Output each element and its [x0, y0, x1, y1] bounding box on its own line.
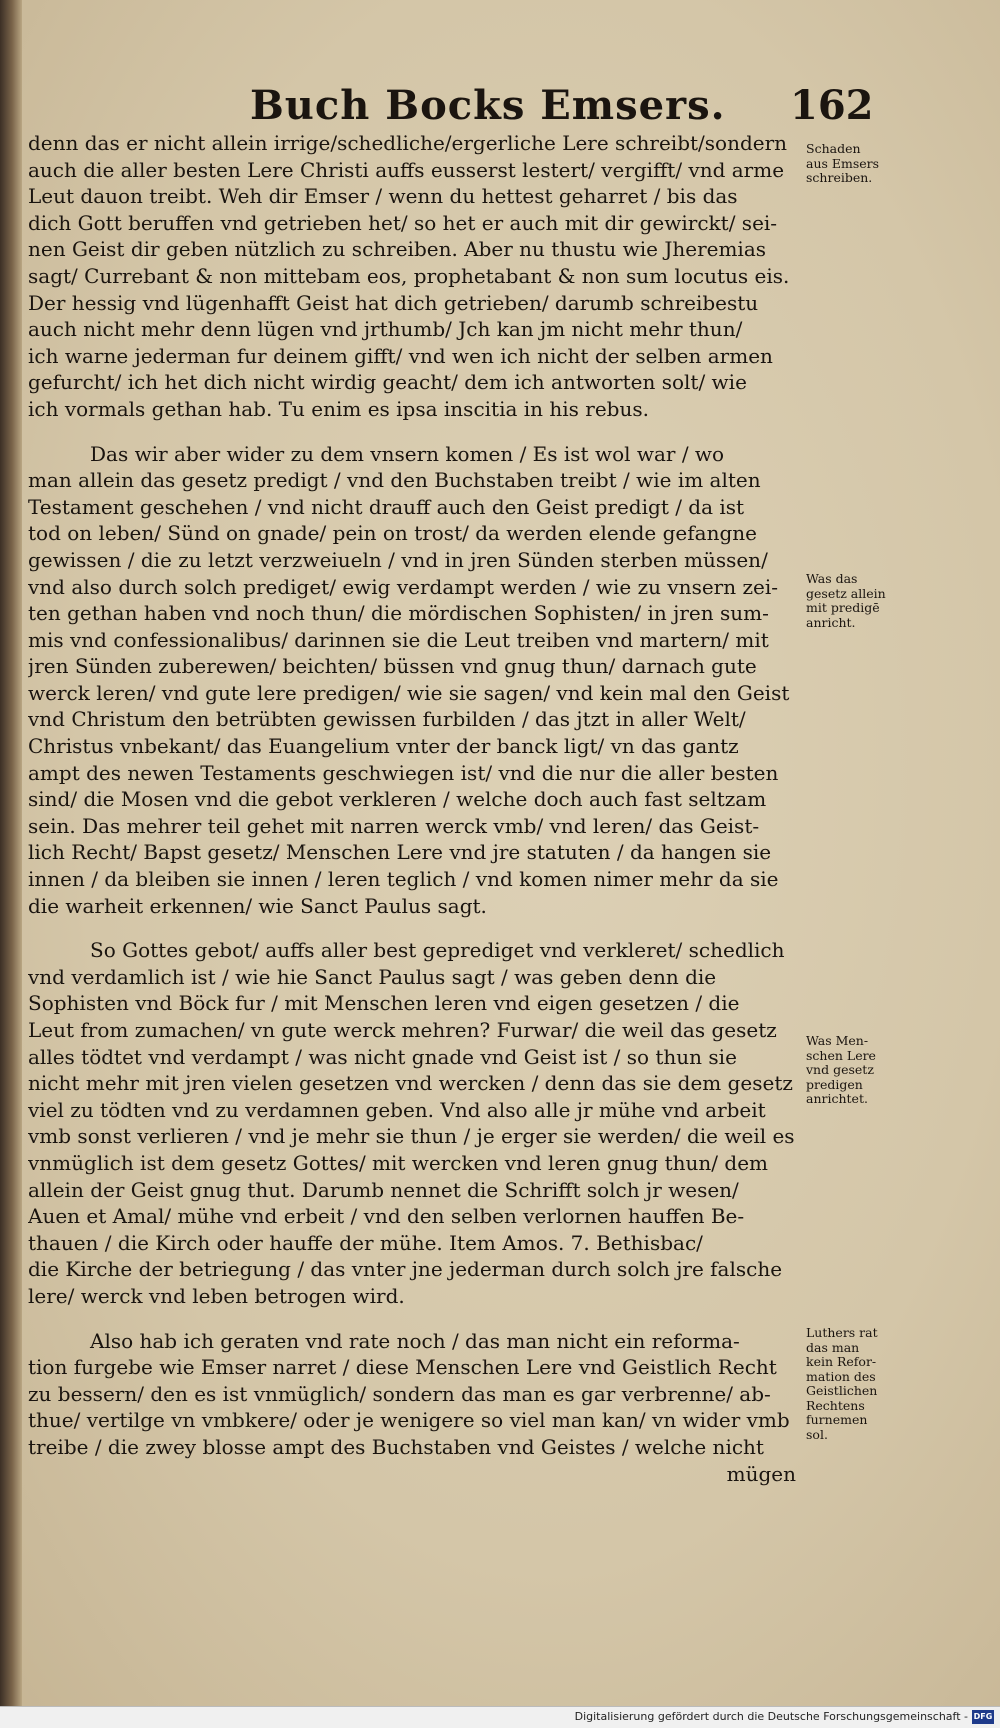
note-line: Rechtens	[806, 1398, 865, 1413]
text-line: mügen	[726, 1461, 796, 1486]
folio-number: 162	[790, 82, 874, 129]
paragraph-3	[28, 937, 806, 1309]
text-line: auch die aller besten Lere Christi auffs eusserst lestert/ vergifft/ vnd arme	[28, 157, 785, 182]
funding-credit: Digitalisierung gefördert durch die Deutsche Forschungsgemeinschaft -	[574, 1710, 968, 1723]
marginal-note-1	[806, 142, 898, 186]
paragraph-4	[28, 1328, 806, 1488]
note-line: das man	[806, 1340, 860, 1355]
marginal-note-2	[806, 572, 898, 630]
text-line: tod on leben/ Sünd on gnade/ pein on trost/ da werden elende gefangne	[28, 521, 757, 546]
main-text	[28, 130, 806, 1487]
text-line: ten gethan haben vnd noch thun/ die mördischen Sophisten/ in jren sum-	[28, 601, 769, 626]
text-line: ich warne jederman fur deinem gifft/ vnd wen ich nicht der selben armen	[28, 343, 773, 368]
note-line: sol.	[806, 1427, 828, 1442]
text-line: ampt des newen Testaments geschwiegen ist/ vnd die nur die aller besten	[28, 760, 779, 785]
text-line: lich Recht/ Bapst gesetz/ Menschen Lere vnd jre statuten / da hangen sie	[28, 840, 772, 865]
text-line: Der hessig vnd lügenhafft Geist hat dich getrieben/ darumb schreibestu	[28, 290, 759, 315]
text-line: tion furgebe wie Emser narret / diese Menschen Lere vnd Geistlich Recht	[28, 1355, 777, 1380]
note-line: aus Emsers	[806, 156, 880, 171]
text-line: sein. Das mehrer teil gehet mit narren werck vmb/ vnd leren/ das Geist-	[28, 813, 760, 838]
text-line: auch nicht mehr denn lügen vnd jrthumb/ Jch kan jm nicht mehr thun/	[28, 317, 743, 342]
text-line: die Kirche der betriegung / das vnter jne jederman durch solch jre falsche	[28, 1257, 783, 1282]
note-line: mation des	[806, 1369, 876, 1384]
text-line: dich Gott beruffen vnd getrieben het/ so het er auch mit dir gewirckt/ sei-	[28, 210, 778, 235]
text-line: Sophisten vnd Böck fur / mit Menschen leren vnd eigen gesetzen / die	[28, 991, 740, 1016]
note-line: Geistlichen	[806, 1384, 878, 1398]
text-line: nicht mehr mit jren vielen gesetzen vnd wercken / denn das sie dem gesetz	[28, 1071, 793, 1096]
note-line: schen Lere	[806, 1048, 876, 1063]
marginal-note-3	[806, 1034, 898, 1107]
note-line: Schaden	[806, 142, 861, 156]
text-line: Also hab ich geraten vnd rate noch / das man nicht ein reforma-	[90, 1328, 740, 1353]
text-line: denn das er nicht allein irrige/schedliche/ergerliche Lere schreibt/sondern	[28, 131, 788, 155]
text-line: innen / da bleiben sie innen / leren teglich / vnd komen nimer mehr da sie	[28, 867, 779, 892]
text-line: vnd verdamlich ist / wie hie Sanct Paulus sagt / was geben denn die	[28, 964, 717, 989]
note-line: vnd gesetz	[806, 1063, 874, 1077]
page-gutter	[0, 0, 22, 1706]
text-line: vnd also durch solch prediget/ ewig verdampt werden / wie zu vnsern zei-	[28, 574, 778, 599]
note-line: schreiben.	[806, 171, 873, 185]
note-line: anricht.	[806, 615, 856, 630]
text-line: werck leren/ vnd gute lere predigen/ wie sie sagen/ vnd kein mal den Geist	[28, 680, 790, 705]
text-line: jren Sünden zuberewen/ beichten/ büssen vnd gnug thun/ darnach gute	[28, 654, 757, 679]
note-line: Was Men-	[806, 1034, 869, 1048]
running-title: Buch Bocks Emsers.	[250, 82, 726, 129]
marginal-note-4	[806, 1326, 898, 1442]
note-line: mit predigē	[806, 601, 880, 615]
note-line: Was das	[806, 572, 858, 586]
text-line: ich vormals gethan hab. Tu enim es ipsa inscitia in his rebus.	[28, 396, 649, 421]
text-line: sind/ die Mosen vnd die gebot verkleren / welche doch auch fast seltzam	[28, 787, 767, 812]
text-line: viel zu tödten vnd zu verdamnen geben. Vnd also alle jr mühe vnd arbeit	[28, 1097, 766, 1122]
text-line: Auen et Amal/ mühe vnd erbeit / vnd den selben verlornen hauffen Be-	[28, 1204, 745, 1229]
text-line: alles tödtet vnd verdampt / was nicht gnade vnd Geist ist / so thun sie	[28, 1044, 737, 1069]
text-line: vnd Christum den betrübten gewissen furbilden / das jtzt in aller Welt/	[28, 707, 746, 732]
text-line: gefurcht/ ich het dich nicht wirdig geacht/ dem ich antworten solt/ wie	[28, 370, 747, 395]
text-line: Leut from zumachen/ vn gute werck mehren? Furwar/ die weil das gesetz	[28, 1018, 777, 1042]
dfg-logo: DFG	[972, 1710, 994, 1724]
note-line: kein Refor-	[806, 1355, 877, 1369]
paragraph-1	[28, 130, 806, 423]
text-line: nen Geist dir geben nützlich zu schreiben. Aber nu thustu wie Jheremias	[28, 237, 767, 262]
text-line: vnmüglich ist dem gesetz Gottes/ mit wercken vnd leren gnug thun/ dem	[28, 1150, 769, 1175]
note-line: anrichtet.	[806, 1092, 868, 1106]
text-line: lere/ werck vnd leben betrogen wird.	[28, 1283, 405, 1308]
text-line: zu bessern/ den es ist vnmüglich/ sondern das man es gar verbrenne/ ab-	[28, 1381, 771, 1406]
text-line: thue/ vertilge vn vmbkere/ oder je wenigere so viel man kan/ vn wider vmb	[28, 1408, 790, 1433]
note-line: gesetz allein	[806, 586, 886, 601]
text-line: allein der Geist gnug thut. Darumb nennet die Schrifft solch jr wesen/	[28, 1177, 739, 1202]
text-line: Das wir aber wider zu dem vnsern komen / Es ist wol war / wo	[90, 441, 725, 466]
note-line: predigen	[806, 1077, 863, 1092]
text-line: mis vnd confessionalibus/ darinnen sie die Leut treiben vnd martern/ mit	[28, 627, 769, 652]
paragraph-2	[28, 441, 806, 920]
text-line: thauen / die Kirch oder hauffe der mühe. Item Amos. 7. Bethisbac/	[28, 1230, 703, 1255]
text-line: treibe / die zwey blosse ampt des Buchstaben vnd Geistes / welche nicht	[28, 1434, 764, 1459]
text-line: Leut dauon treibt. Weh dir Emser / wenn du hettest geharret / bis das	[28, 184, 738, 209]
text-line: Christus vnbekant/ das Euangelium vnter der banck ligt/ vn das gantz	[28, 734, 739, 759]
page-header	[0, 82, 1000, 132]
text-line: vmb sonst verlieren / vnd je mehr sie thun / je erger sie werden/ die weil es	[28, 1124, 795, 1149]
note-line: furnemen	[806, 1413, 868, 1427]
note-line: Luthers rat	[806, 1326, 878, 1340]
text-line: man allein das gesetz predigt / vnd den Buchstaben treibt / wie im alten	[28, 468, 761, 493]
footer-bar	[0, 1706, 1000, 1728]
text-line: So Gottes gebot/ auffs aller best geprediget vnd verkleret/ schedlich	[90, 938, 785, 963]
text-line: gewissen / die zu letzt verzweiueln / vnd in jren Sünden sterben müssen/	[28, 547, 768, 572]
text-line: die warheit erkennen/ wie Sanct Paulus sagt.	[28, 893, 487, 918]
text-line: sagt/ Currebant & non mittebam eos, prophetabant & non sum locutus eis.	[28, 263, 790, 288]
text-line: Testament geschehen / vnd nicht drauff auch den Geist predigt / da ist	[28, 494, 745, 519]
